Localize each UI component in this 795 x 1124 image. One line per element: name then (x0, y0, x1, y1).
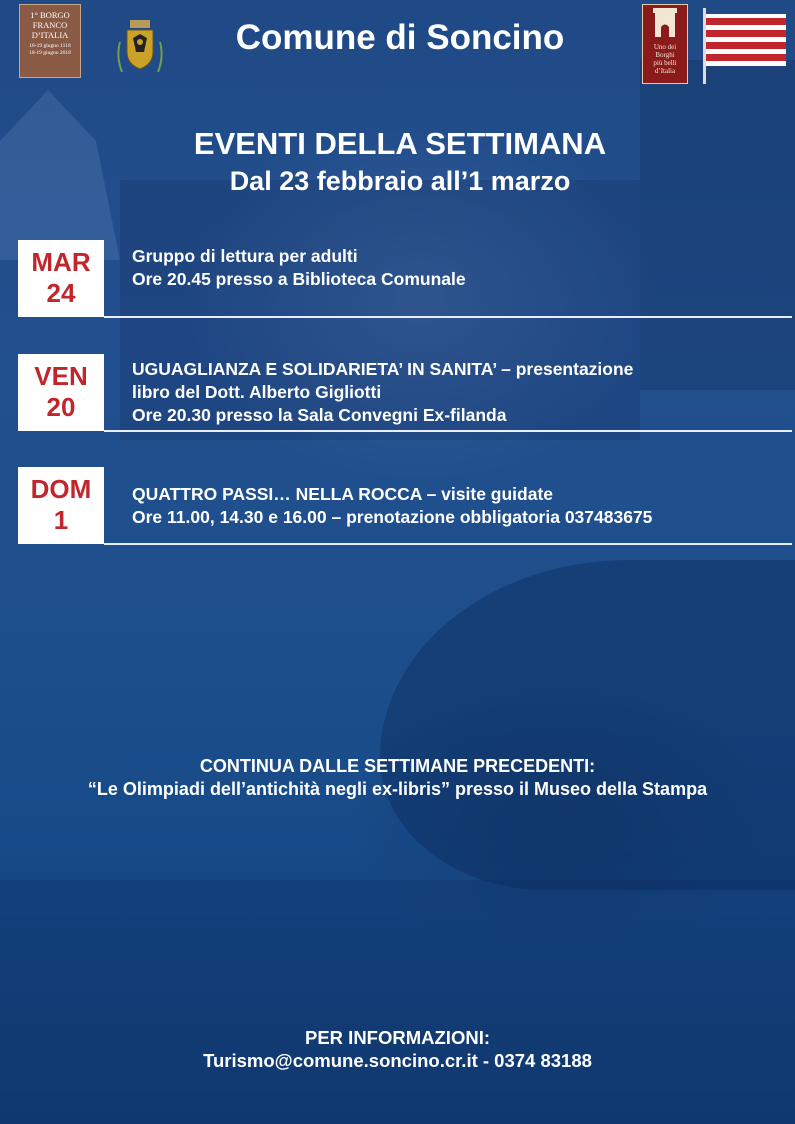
coat-of-arms-icon (114, 2, 166, 80)
page-title: Comune di Soncino (235, 18, 565, 57)
event-description (132, 483, 652, 529)
borgo-logo-line: 1° BORGO (30, 10, 70, 20)
borgo-logo-line: D’ITALIA (31, 30, 69, 40)
borgo-franco-logo (19, 4, 81, 78)
tower-icon (643, 5, 687, 41)
borgo-logo-dates (20, 43, 80, 57)
event-item (18, 240, 795, 318)
event-date-badge (18, 354, 104, 431)
info-heading: PER INFORMAZIONI: (305, 1027, 490, 1048)
borghi-logo-line: più belli (653, 59, 677, 67)
event-description (132, 245, 466, 291)
event-line: Ore 20.30 presso la Sala Convegni Ex-filanda (132, 405, 507, 425)
event-line: libro del Dott. Alberto Gigliotti (132, 382, 382, 402)
event-divider (104, 316, 792, 318)
borgo-logo-line: FRANCO (32, 20, 68, 30)
event-day-number: 20 (46, 392, 76, 422)
event-day: VEN (34, 361, 88, 391)
event-divider (104, 430, 792, 432)
events-date-range: Dal 23 febbraio all’1 marzo (229, 166, 571, 196)
event-day: DOM (30, 474, 92, 504)
event-day-number: 24 (46, 278, 76, 308)
event-item (18, 354, 795, 432)
borghi-logo-line: d’Italia (654, 67, 676, 75)
event-line: QUATTRO PASSI… NELLA ROCCA – visite guidate (132, 484, 554, 504)
event-line: Ore 11.00, 14.30 e 16.00 – prenotazione obbligatoria 037483675 (132, 507, 653, 527)
soncino-flag-icon (706, 14, 786, 66)
event-line: Ore 20.45 presso a Biblioteca Comunale (132, 269, 466, 289)
event-divider (104, 543, 792, 545)
event-item (18, 467, 795, 545)
events-heading: EVENTI DELLA SETTIMANA (193, 126, 607, 161)
background-field (0, 880, 795, 1124)
borgo-logo-date: 18-19 giugno 1118 (29, 43, 71, 49)
event-line: Gruppo di lettura per adulti (132, 246, 358, 266)
event-line: UGUAGLIANZA E SOLIDARIETA’ IN SANITA’ – presentazione (132, 359, 634, 379)
borghi-logo-line: Uno dei (653, 43, 677, 51)
borghi-piu-belli-logo (642, 4, 688, 84)
event-date-badge (18, 240, 104, 317)
event-date-badge (18, 467, 104, 544)
info-contact: Turismo@comune.soncino.cr.it - 0374 83188 (203, 1050, 592, 1071)
event-description (132, 358, 633, 427)
background-moat (380, 560, 795, 890)
continuing-heading: CONTINUA DALLE SETTIMANE PRECEDENTI: (199, 756, 596, 776)
borghi-logo-line: Borghi (655, 51, 675, 59)
continuing-exhibition: “Le Olimpiadi dell’antichità negli ex-libris” presso il Museo della Stampa (87, 779, 708, 799)
event-day-number: 1 (53, 505, 69, 535)
borgo-logo-date: 18-19 giugno 2018 (29, 50, 71, 56)
background-castle-tower (640, 60, 795, 390)
event-day: MAR (31, 247, 91, 277)
